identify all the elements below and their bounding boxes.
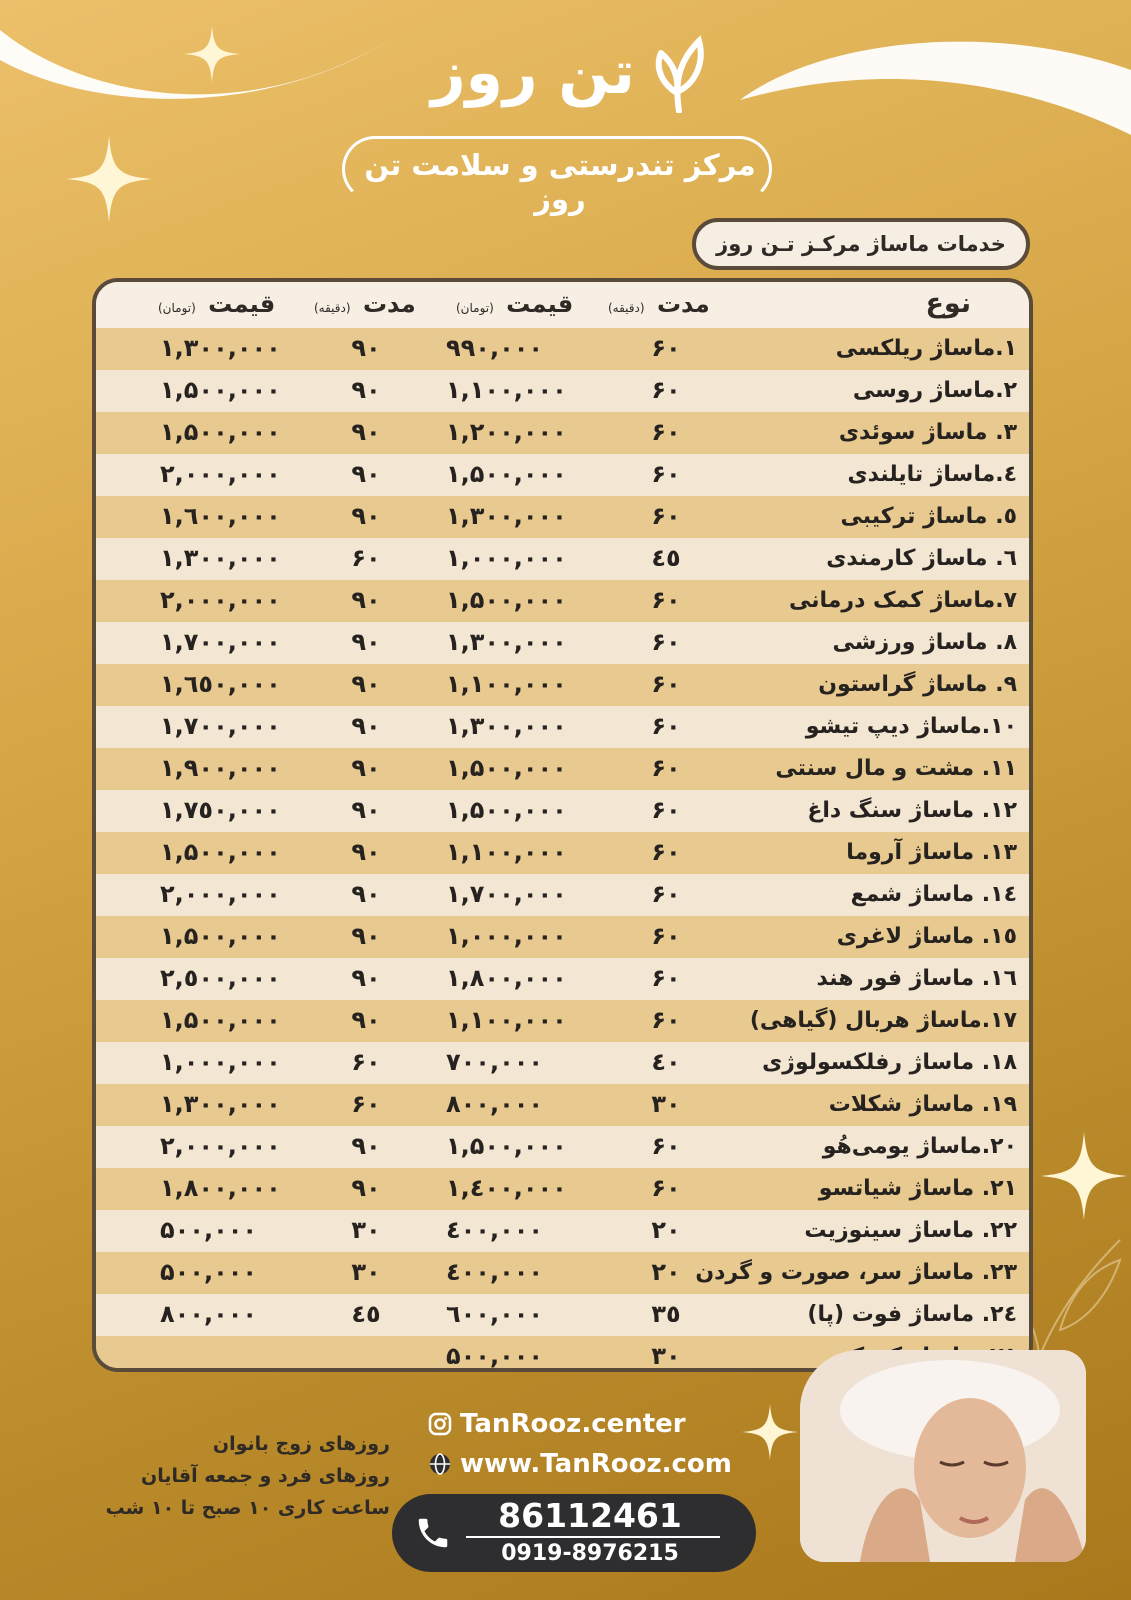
duration-1: ۶۰: [651, 712, 681, 740]
service-name: ۱.ماساژ ریلکسی: [835, 336, 1017, 361]
price-1: ۱,۵۰۰,۰۰۰: [446, 460, 567, 488]
service-name: ۳. ماساژ سوئدی: [838, 420, 1017, 445]
duration-2: ۹۰: [351, 460, 381, 488]
service-name: ۸. ماساژ ورزشی: [832, 630, 1017, 655]
table-row: [96, 664, 1029, 706]
price-2: ۸۰۰,۰۰۰: [160, 1300, 258, 1328]
service-name: ۲۰.ماساژ یومی‌هُو: [822, 1134, 1017, 1159]
duration-1: ۶۰: [651, 838, 681, 866]
info-line: روزهای زوج بانوان: [212, 1433, 390, 1455]
service-name: ٦. ماساژ کارمندی: [826, 546, 1017, 571]
price-2: ۱,۷۰۰,۰۰۰: [160, 628, 281, 656]
table-header: [96, 282, 1029, 332]
duration-1: ۶۰: [651, 460, 681, 488]
table-row: [96, 538, 1029, 580]
duration-1: ۶۰: [651, 1132, 681, 1160]
header-price-1: قیمت (تومان): [456, 290, 574, 318]
header-duration-2: مدت (دقیقه): [314, 290, 416, 318]
duration-2: ۹۰: [351, 754, 381, 782]
service-name: ۹. ماساژ گراستون: [818, 672, 1017, 697]
service-name: ۱۱. مشت و مال سنتی: [775, 756, 1017, 781]
massage-photo: [800, 1350, 1086, 1562]
table-row: [96, 958, 1029, 1000]
table-row: [96, 916, 1029, 958]
price-2: ۱,۵۰۰,۰۰۰: [160, 418, 281, 446]
info-line: ساعت کاری ۱۰ صبح تا ۱۰ شب: [105, 1497, 390, 1519]
price-1: ٤۰۰,۰۰۰: [446, 1258, 544, 1286]
face-illustration: [800, 1350, 1086, 1562]
service-name: ٤.ماساژ تایلندی: [847, 462, 1017, 487]
price-1: ۷۰۰,۰۰۰: [446, 1048, 544, 1076]
service-name: ۲.ماساژ روسی: [852, 378, 1017, 403]
service-name: ۱٤. ماساژ شمع: [850, 882, 1017, 907]
duration-1: ۶۰: [651, 964, 681, 992]
header-price-2: قیمت (تومان): [158, 290, 276, 318]
social-links: [428, 1404, 732, 1484]
table-row: [96, 1000, 1029, 1042]
website-url: www.TanRooz.com: [460, 1449, 732, 1479]
duration-1: ۶۰: [651, 502, 681, 530]
instagram-link[interactable]: [428, 1404, 732, 1444]
price-2: ۵۰۰,۰۰۰: [160, 1216, 258, 1244]
table-row: [96, 1168, 1029, 1210]
price-1: ۹۹۰,۰۰۰: [446, 334, 544, 362]
duration-1: ۶۰: [651, 880, 681, 908]
price-2: ۵۰۰,۰۰۰: [160, 1258, 258, 1286]
price-2: ۱,۵۰۰,۰۰۰: [160, 922, 281, 950]
duration-1: ۶۰: [651, 628, 681, 656]
duration-1: ۶۰: [651, 334, 681, 362]
duration-1: ۶۰: [651, 754, 681, 782]
duration-2: ۹۰: [351, 922, 381, 950]
price-2: ۱,٦۰۰,۰۰۰: [160, 502, 281, 530]
table-row: [96, 1252, 1029, 1294]
price-2: ۱,۸۰۰,۰۰۰: [160, 1174, 281, 1202]
price-1: ۱,۸۰۰,۰۰۰: [446, 964, 567, 992]
table-row: [96, 328, 1029, 370]
duration-1: ۳٥: [651, 1300, 681, 1328]
duration-2: ۶۰: [351, 1090, 381, 1118]
section-title: خدمات ماساژ مرکـز تـن روز: [692, 218, 1030, 270]
website-link[interactable]: [428, 1444, 732, 1484]
duration-2: ۹۰: [351, 712, 381, 740]
duration-1: ۳۰: [651, 1090, 681, 1118]
brand-logo: [420, 28, 720, 118]
price-1: ۱,۳۰۰,۰۰۰: [446, 502, 567, 530]
service-name: ٥. ماساژ ترکیبی: [840, 504, 1017, 529]
duration-1: ۶۰: [651, 1006, 681, 1034]
price-2: ۱,٦٥۰,۰۰۰: [160, 670, 281, 698]
price-1: ۱,۱۰۰,۰۰۰: [446, 376, 567, 404]
service-name: ۱۷.ماساژ هربال (گیاهی): [749, 1008, 1017, 1033]
duration-1: ۶۰: [651, 796, 681, 824]
instagram-icon: [428, 1412, 452, 1436]
leaf-logo-icon: [649, 33, 709, 113]
price-1: ۱,۵۰۰,۰۰۰: [446, 586, 567, 614]
service-name: ۱۲. ماساژ سنگ داغ: [807, 798, 1017, 823]
table-row: [96, 454, 1029, 496]
duration-2: ۹۰: [351, 418, 381, 446]
sparkle-icon: [184, 26, 240, 82]
table-row: [96, 706, 1029, 748]
table-row: [96, 748, 1029, 790]
info-line: روزهای فرد و جمعه آقایان: [141, 1465, 390, 1487]
table-row: [96, 1210, 1029, 1252]
price-1: ۱,۵۰۰,۰۰۰: [446, 1132, 567, 1160]
duration-2: ۹۰: [351, 1174, 381, 1202]
price-1: ۱,۵۰۰,۰۰۰: [446, 796, 567, 824]
service-name: ۲۳. ماساژ سر، صورت و گردن: [695, 1260, 1017, 1285]
price-1: ٦۰۰,۰۰۰: [446, 1300, 544, 1328]
sparkle-icon: [742, 1404, 798, 1460]
duration-2: ۹۰: [351, 838, 381, 866]
duration-1: ۶۰: [651, 1174, 681, 1202]
table-row: [96, 1042, 1029, 1084]
price-2: ۱,۷۰۰,۰۰۰: [160, 712, 281, 740]
price-1: ٤۰۰,۰۰۰: [446, 1216, 544, 1244]
table-row: [96, 790, 1029, 832]
duration-1: ۲۰: [651, 1258, 681, 1286]
service-name: ۱٦. ماساژ فور هند: [816, 966, 1017, 991]
logo-text: تن روز: [431, 38, 635, 108]
phone-number[interactable]: 86112461: [498, 1496, 682, 1535]
service-name: ۲٤. ماساژ فوت (پا): [807, 1302, 1017, 1327]
duration-1: ۶۰: [651, 922, 681, 950]
duration-2: ٤٥: [351, 1300, 381, 1328]
price-2: ۱,۰۰۰,۰۰۰: [160, 1048, 281, 1076]
duration-1: ۶۰: [651, 376, 681, 404]
price-1: ۱,۱۰۰,۰۰۰: [446, 1006, 567, 1034]
price-2: ۱,۵۰۰,۰۰۰: [160, 1006, 281, 1034]
price-2: ۱,۷٥۰,۰۰۰: [160, 796, 281, 824]
duration-2: ۶۰: [351, 1048, 381, 1076]
service-name: ۷.ماساژ کمک درمانی: [789, 588, 1017, 613]
duration-1: ٤۰: [651, 1048, 681, 1076]
price-1: ۱,۱۰۰,۰۰۰: [446, 838, 567, 866]
duration-2: ۹۰: [351, 376, 381, 404]
price-1: ۱,٤۰۰,۰۰۰: [446, 1174, 567, 1202]
duration-2: ۹۰: [351, 880, 381, 908]
duration-2: ۹۰: [351, 670, 381, 698]
service-name: ۱۸. ماساژ رفلکسولوژی: [762, 1050, 1017, 1075]
price-2: ۲,۰۰۰,۰۰۰: [160, 460, 281, 488]
table-row: [96, 622, 1029, 664]
duration-1: ۳۰: [651, 1342, 681, 1370]
header-duration-1: مدت (دقیقه): [608, 290, 710, 318]
divider: [466, 1536, 720, 1538]
opening-hours-info: [100, 1428, 390, 1524]
price-1: ۵۰۰,۰۰۰: [446, 1342, 544, 1370]
price-1: ۱,۳۰۰,۰۰۰: [446, 712, 567, 740]
price-2: ۲,۰۰۰,۰۰۰: [160, 880, 281, 908]
duration-1: ۲۰: [651, 1216, 681, 1244]
duration-2: ۹۰: [351, 796, 381, 824]
price-1: ۸۰۰,۰۰۰: [446, 1090, 544, 1118]
table-row: [96, 832, 1029, 874]
table-row: [96, 496, 1029, 538]
price-2: ۱,۹۰۰,۰۰۰: [160, 754, 281, 782]
instagram-handle: TanRooz.center: [460, 1409, 686, 1439]
header-type: نوع: [925, 288, 971, 319]
page-subtitle: مرکز تندرستی و سلامت تن روز: [364, 148, 756, 216]
phone-icon: [414, 1514, 452, 1552]
duration-2: ۹۰: [351, 502, 381, 530]
service-name: ۱۹. ماساژ شکلات: [828, 1092, 1017, 1117]
price-2: ۱,۵۰۰,۰۰۰: [160, 838, 281, 866]
price-2: ۱,۵۰۰,۰۰۰: [160, 376, 281, 404]
duration-2: ۹۰: [351, 964, 381, 992]
duration-1: ٤٥: [651, 544, 681, 572]
price-1: ۱,۰۰۰,۰۰۰: [446, 922, 567, 950]
duration-2: ۹۰: [351, 334, 381, 362]
price-table: [92, 278, 1033, 1372]
price-1: ۱,۰۰۰,۰۰۰: [446, 544, 567, 572]
duration-2: ۶۰: [351, 544, 381, 572]
table-row: [96, 1294, 1029, 1336]
service-name: ۱۳. ماساژ آروما: [846, 840, 1017, 865]
duration-2: ۳۰: [351, 1216, 381, 1244]
duration-2: ۹۰: [351, 1006, 381, 1034]
globe-icon: [428, 1452, 452, 1476]
price-1: ۱,۷۰۰,۰۰۰: [446, 880, 567, 908]
duration-1: ۶۰: [651, 670, 681, 698]
table-row: [96, 1126, 1029, 1168]
table-row: [96, 370, 1029, 412]
duration-2: ۹۰: [351, 1132, 381, 1160]
table-row: [96, 412, 1029, 454]
sparkle-icon: [66, 136, 152, 222]
table-row: [96, 580, 1029, 622]
price-1: ۱,۲۰۰,۰۰۰: [446, 418, 567, 446]
duration-1: ۶۰: [651, 586, 681, 614]
table-row: [96, 1084, 1029, 1126]
service-name: ۲۱. ماساژ شیاتسو: [818, 1176, 1017, 1201]
service-name: ۱٥. ماساژ لاغری: [836, 924, 1017, 949]
price-2: ۱,۳۰۰,۰۰۰: [160, 544, 281, 572]
price-1: ۱,۱۰۰,۰۰۰: [446, 670, 567, 698]
price-2: ۱,۳۰۰,۰۰۰: [160, 334, 281, 362]
service-name: ۲۲. ماساژ سینوزیت: [804, 1218, 1017, 1243]
price-2: ۲,٥۰۰,۰۰۰: [160, 964, 281, 992]
service-name: ۱۰.ماساژ دیپ تیشو: [805, 714, 1017, 739]
price-1: ۱,۵۰۰,۰۰۰: [446, 754, 567, 782]
duration-2: ۹۰: [351, 586, 381, 614]
duration-2: ۳۰: [351, 1258, 381, 1286]
mobile-number[interactable]: 0919-8976215: [501, 1541, 679, 1566]
table-row: [96, 874, 1029, 916]
price-2: ۱,۳۰۰,۰۰۰: [160, 1090, 281, 1118]
duration-2: ۹۰: [351, 628, 381, 656]
price-1: ۱,۳۰۰,۰۰۰: [446, 628, 567, 656]
duration-1: ۶۰: [651, 418, 681, 446]
price-2: ۲,۰۰۰,۰۰۰: [160, 586, 281, 614]
price-2: ۲,۰۰۰,۰۰۰: [160, 1132, 281, 1160]
